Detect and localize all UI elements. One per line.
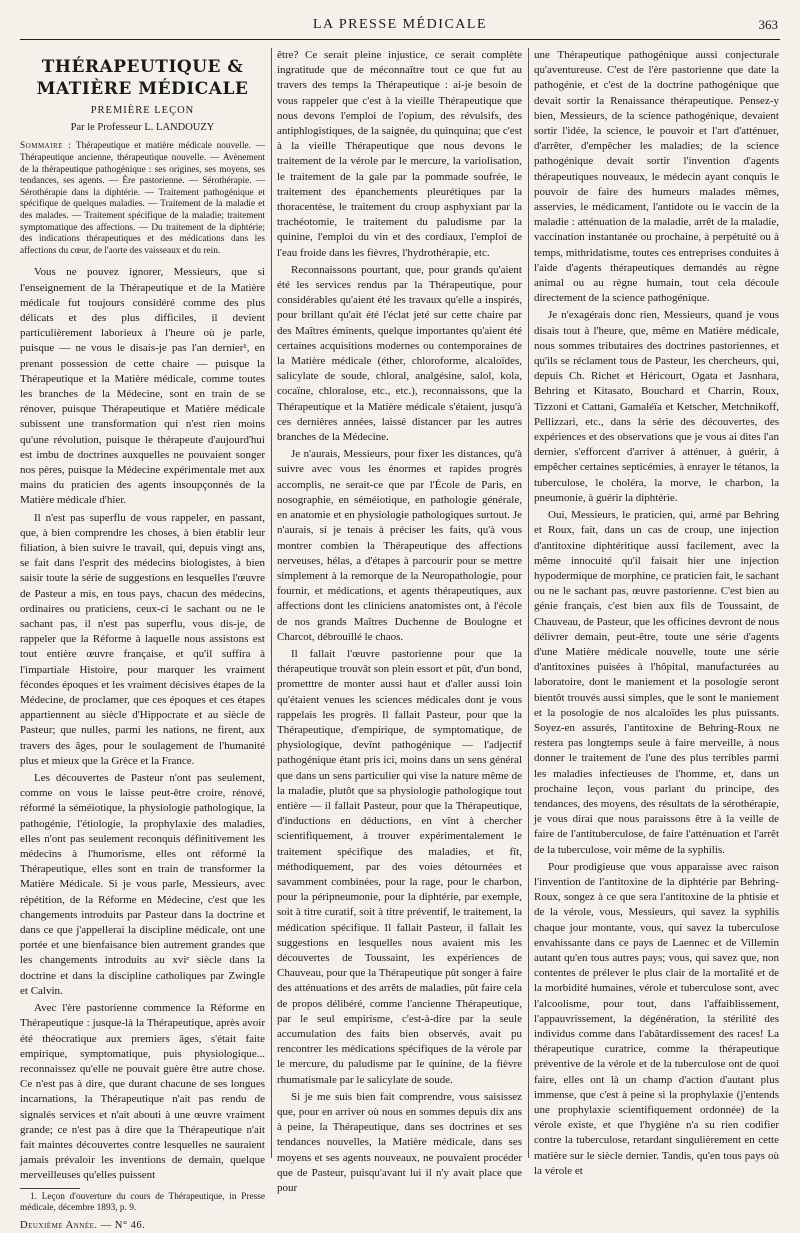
page-header — [20, 14, 780, 40]
paragraph: Les découvertes de Pasteur n'ont pas seulement, comme on vous le laisse peut-être croire, rénové, réformé la séméiotique, la physiologie pathologique, la pathogénie, l'étiologie, la prophylaxie des maladies, elles n'ont pas seulement reconquis définitivement les médecins à l'humorisme, elles ont réformé la Thérapeutique, elles sont en train de transformer la Matière Médicale. Si je vous parle, Messieurs, avec répétition, de la Réforme en Médecine, c'est que les changements introduits par Pasteur dans la doctrine et dans ce que j'appellerai la discipline médicale, ont une portée et une bienfaisance bien autrement grandes que les changements introduits au xviᵉ siècle dans la doctrine et dans la discipline catholiques par Zwingle et Calvin. — [20, 772, 265, 997]
column-3 — [534, 48, 779, 1177]
sommaire-label: Sommaire : — [20, 141, 72, 152]
column-2 — [277, 48, 522, 1195]
paragraph: Il n'est pas superflu de vous rappeler, en passant, que, à bien comprendre les choses, à bien établir leur filiation, à bien suivre le travail, qui, depuis vingt ans, se fait dans l'esprit des médecins biologistes, à bien saisir toute la série de suggestions en lesquelles l'œuvre de Pasteur a mis, en tous pays, chacun des médecins, ordinaires ou praticiens, ceux-ci le sachant ou ne le sachant pas, il n'est pas superflu, vous dis-je, de rappeler que la Réforme à laquelle nous assistons est tout entière œuvre française, et qu'il suffira à l'impartiale Histoire, pour marquer les vraiment fécondes époques et les vraiment décisives étapes de la Médecine, de proclamer, que ces époques et ces étapes appartiennent au siècle d'Hippocrate et au siècle de Pasteur; que nulles, parmi les nations, ne firent, aux travers des âges, pour le soulagement de l'humanité plus et mieux que la Grèce et la France. — [20, 511, 265, 767]
edition-line: Deuxième Année. — N° 46. — [20, 1219, 146, 1231]
paragraph: Si je me suis bien fait comprendre, vous saisissez que, pour en arriver où nous en sommes depuis dix ans à peine, la Thérapeutique, dans ses doctrines et ses tendances nouvelles, la Matière médicale, dans ses moyens et ses agents nouveaux, ne pouvaient procéder que de Pasteur, puisqu'avant lui il n'y avait place que pour — [277, 1090, 522, 1195]
paragraph: Je n'exagérais donc rien, Messieurs, quand je vous disais tout à l'heure, que, même en Matière médicale, nous sommes tributaires des doctrines pastoriennes, et qu'ils se réclament tous de Pasteur, les chercheurs, qui, depuis Ch. Richet et Héricourt, Ogata et Jasnhara, Behring et Kitasato, Bouchard et Charrin, Roux, Tizzoni et Cattani, Gamaléïa et Ketscher, Metchnikoff, Pellizzari, etc., dans la série des découvertes, des expériences et des observations que je vous ai dites l'an dernier, s'efforcent d'arriver à atténuer, à guérir, à empêcher certaines septicémies, à enrayer le tétanos, la tuberculose, le choléra, la morve, le charbon, la pneumonie, à guérir la diphtérie. — [534, 309, 779, 504]
footnote: 1. Leçon d'ouverture du cours de Thérapeutique, in Presse médicale, décembre 1893, p. 9. — [20, 1191, 265, 1214]
sommaire — [20, 141, 265, 257]
page-number: 363 — [758, 17, 778, 32]
paragraph: Vous ne pouvez ignorer, Messieurs, que si l'enseignement de la Thérapeutique et de la Matière médicale fut toujours considéré comme des plus délicats et des plus difficiles, il devient particulièrement laborieux à l'heure où je parle, puisque — ne vous le disais-je pas l'an dernier¹, en prenant possession de cette chaire — puisque la Thérapeutique et la Matière médicale, comme toutes les branches de la Médecine, sont en train de se rénover, puisque Thérapeutique et Matière médicale subissent une transformation qui n'est rien moins qu'une révolution, puisque le thérapeute d'aujourd'hui est imbu de doctrines auxquelles ne pouvaient songer nos pères, puisque la Médecine expérimentale met aux mains du praticien des agents insoupçonnés de la Matière médicale d'hier. — [20, 266, 265, 507]
footnote-divider — [20, 1188, 80, 1189]
column-1 — [20, 48, 265, 1231]
paragraph: Pour prodigieuse que vous apparaisse avec raison l'invention de l'antitoxine de la diphtérie par Behring-Roux, songez à ce que sera l'antitoxine de la phtisie et de la vérole, vous, Messieurs, qui savez la syphilis chaque jour montante, vous, qui savez la tuberculose envahissante dans ce pays de Laennec et de Villemin autant qu'en tous autres pays; vous, qui savez que, non contentes de prélever le plus clair de la mortalité et de la morbidité humaines, vérole et tuberculose sont, avec l'alcoolisme, pour tout, dans l'affaiblissement, l'appauvrissement, la dégénération, la stérilité des individus comme dans l'abâtardissement des races! La thérapeutique curatrice, comme la thérapeutique préventive de la vérole et de la tuberculose ont de quoi faire, elles ont là un champ d'action d'autant plus immense, que c'est à peine si la prophylaxie (j'entends une prophylaxie scientifiquement ordonnée) de la vérole existe, et que l'hygiène n'a su rien codifier contre la tuberculose, retardant singulièrement en cette matière sur le siècle dernier. Tandis, qu'en tous pays où la vérole et — [534, 860, 779, 1177]
article-columns — [20, 48, 780, 1231]
paragraph: Avec l'ère pastorienne commence la Réforme en Thérapeutique : jusque-là la Thérapeutique, après avoir été théocratique aux premiers âges, s'était faite empirique, symptomatique, puis physiologique... reconnaissez qu'elle ne pouvait guère être autre chose. Ce n'est pas à dire, que durant chacune de ses longues incarnations, la Thérapeutique n'ait pas rendu de signalés services et n'ait abouti à une œuvre vraiment grande; ce n'est pas à dire que la Thérapeutique n'ait fait maintes découvertes contre lesquelles ne sauraient jamais prévaloir les inventions de demain, quelque merveilleuses qu'elles puissent — [20, 1002, 265, 1182]
paragraph: Oui, Messieurs, le praticien, qui, armé par Behring et Roux, fait, dans un cas de croup, une injection d'antitoxine diphtéritique aussi facilement, avec la même innocuité qu'il faisait hier une injection hypodermique de morphine, ce praticien fait, le sachant ou ne le sachant pas, œuvre pastorienne. C'est bien au génie français, c'est bien aux fils de Toussaint, de Chauveau, de Pasteur, que les officines devront de nous délivrer demain, peut-être, toute une série d'agents d'une Matière médicale nouvelle, toute une série d'antitoxines puisées à l'hôpital, manufacturées au laboratoire, dont le maniement et la posologie seront bientôt trouvés aussi simples, que le sont le maniement et la posologie de nos alcaloïdes les plus puissants. Soyez-en assurés, l'antitoxine de Behring-Roux ne restera pas longtemps seule à faire merveille, à nous donner le traitement de l'une des plus terribles parmi les maladies infectieuses de l'homme, et, dans un prochaine leçon, vous parlant du principe, des tendances, des moyens, des résultats de la sérothérapie, je vous dirai que nous paraissons être à la veille de faire de l'antituberculose, de faire l'atténuation et l'arrêt de la tuberculose, voir même de la syphilis. — [534, 509, 779, 856]
paragraph: une Thérapeutique pathogénique aussi conjecturale qu'aventureuse. C'est de l'ère pastorienne que date la pathogénie, et c'est de la doctrine pathogénique que devait sortir la Renaissance thérapeutique. Pensez-y bien, Messieurs, de la science pathogénique, devaient sortir l'idée, la science, le pouvoir et l'art d'atténuer, d'arrêter, d'empêcher les maladies; de la science pathogénique devait sortir l'invention d'agents thérapeutiques nouveaux, le médecin ayant conquis le pouvoir de faire des humeurs malades mêmes, asservies, le médicament, l'antidote ou le vaccin de la maladie : atténuation de la maladie, arrêt de la maladie, vaccination instantanée ou prochaine, à perpétuité ou à temps, mithridatisme, toutes ces entreprises conduites à l'aide d'agents thérapeutiques demandés au règne animal ou au règne humain, tout cela découle directement de la science pathogénique. — [534, 49, 779, 305]
column-divider — [528, 48, 529, 1158]
sommaire-text: Thérapeutique et matière médicale nouvelle. — Thérapeutique ancienne, thérapeutique nouvelle. — Avènement de la thérapeutique pathogénique : ses origines, ses moyens, ses tendances, ses agents. — Ère pastorienne. — Sérothérapie. — Sérothérapie dans la diphtérie. — Traitement pathogénique et spécifique de quelques maladies. — Traitement de la maladie et des malades. — Traitement spécifique de la maladie; traitement symptomatique des affections. — Du traitement de la diphtérie; des indications thérapeutiques et des médications dans les affections du cœur, de l'aorte des vaisseaux et du rein. — [20, 141, 265, 256]
column-divider — [271, 48, 272, 1158]
paragraph: être? Ce serait pleine injustice, ce serait complète ingratitude que de méconnaître tout ce que fut au travers des temps la Thérapeutique : ai-je besoin de vous rappeler que c'est à la vieille Thérapeutique que nous devons l'emploi de l'opium, des révulsifs, des antiphlogistiques, de la saignée, du quinquina; que c'est à la vieille Thérapeutique que nous devons le traitement de la vérole par le mercure, la variolisation, le traitement de la gale par la pommade soufrée, le traitement des épanchements pleurétiques par la thoracentèse, le traitement du croup asphyxiant par la trachéotomie, le traitement du paludisme par la quinine, l'emploi du vin et des cordiaux, l'emploi de l'eau froide dans les fièvres, l'hydrothérapie, etc. — [277, 49, 522, 259]
paragraph: Reconnaissons pourtant, que, pour grands qu'aient été les services rendus par la Thérapeutique, pour considérables qu'aient été les travaux qu'elle a inspirés, pour brillant qu'ait été l'éclat jeté sur cette chaire par des Maîtres éminents, quelque importantes qu'aient été certaines acquisitions modernes ou contemporaines de la Matière médicale (éther, chloroforme, alcaloïdes, salicylate de soude, chloral, analgésine, salol, kola, cocaïne, chloralose, etc., etc.), reconnaissons, que la Thérapeutique et la Matière médicale s'étaient, jusqu'à ces dernières années, laissé distancer par les autres branches de la Médecine. — [277, 263, 522, 444]
section-title: THÉRAPEUTIQUE & MATIÈRE MÉDICALE — [36, 57, 249, 99]
journal-title: LA PRESSE MÉDICALE — [312, 17, 487, 32]
author-line: Par le Professeur L. LANDOUZY — [70, 122, 215, 134]
lecon-heading: PREMIÈRE LEÇON — [90, 105, 195, 116]
paragraph: Il fallait l'œuvre pastorienne pour que la thérapeutique trouvât son plein essort et pût, d'un bond, prometttre de monter aussi haut et d'aller aussi loin qu'étaient venues les sciences médicales dont je vous rappelais les progrès. Il fallait Pasteur, pour que la Thérapeutique, d'empirique, de symptomatique, de physiologique, devînt pathogénique — l'adjectif pathogénique étant pris ici, moins dans un sens général que dans un sens particulier qui vise la nature même de la maladie, plutôt que sa physiologie pathologique tout entière — il fallait Pasteur, pour que la Thérapeutique, d'inductions en déductions, en vînt à chercher scientifiquement, à trouver expérimentalement le traitement spécifique des maladies, et fît, méthodiquement, par des voies détournées et savamment combinées, pour la rage, pour le charbon, pour la péripneumonie, pour la diphtérie, par exemple, soit à titre curatif, soit à titre préventif, le traitement, la médication spécifique. Il fallait Pasteur, il fallait les suggestions en lesquelles nous avaient mis les découvertes de Toussaint, les expériences de Chauveau, pour que la Thérapeutique pût songer à faire des atténuations et des arrêts de maladies, pût faire cela de propos délibéré, comme l'ancienne Thérapeutique, par le seul empirisme, c'est-à-dire par la seule accumulation des faits bien observés, avait pu rencontrer les médications spécifiques de la vérole par le mercure, du paludisme par le quinine, de la fièvre rhumatismale par le salicylate de soude. — [277, 647, 522, 1086]
paragraph: Je n'aurais, Messieurs, pour fixer les distances, qu'à suivre avec vous les énormes et rapides progrès accomplis, ne serait-ce que par l'École de Paris, en nosographie, en séméiotique, en pathologie générale, en anatomie et en physiologie pathologiques surtout. Je n'aurais, si je tenais à préciser les faits, qu'à vous montrer combien la Thérapeutique des affections nerveuses, hélas, a d'étapes à parcourir pour se mettre simplement à la remorque de la Neuropathologie, pour fournir, et médications, et agents thérapeutiques, aux affections dont les cliniciens anatomistes ont, à l'école de nos grands Maîtres Duchenne de Boulogne et Charcot, débrouillé le chaos. — [277, 448, 522, 643]
